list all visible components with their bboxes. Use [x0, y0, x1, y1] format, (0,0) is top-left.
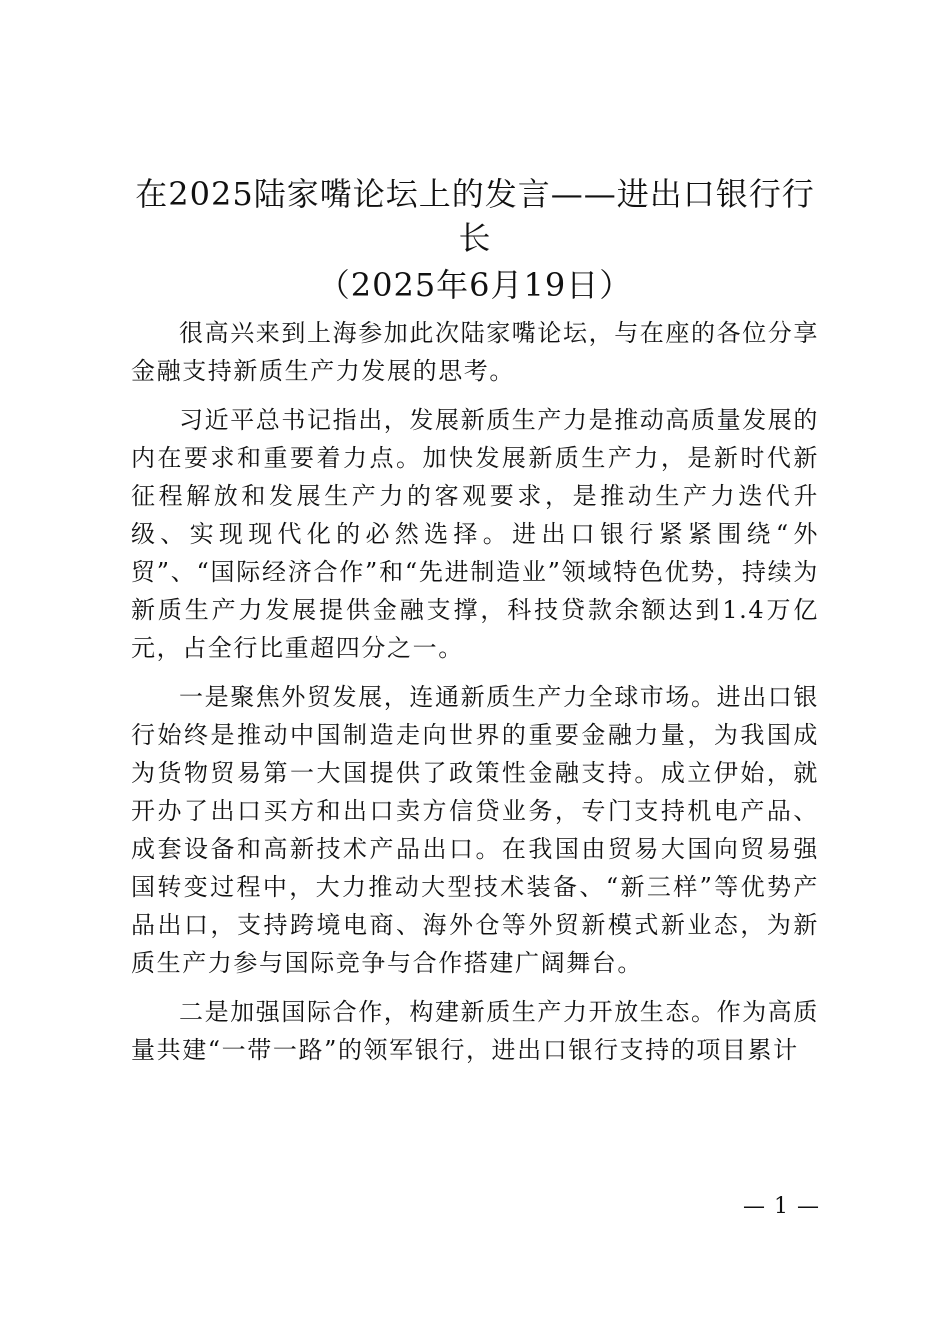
page-number: — 1 —	[743, 1194, 820, 1219]
document-date: （2025年6月19日）	[317, 266, 633, 304]
paragraph-overview: 习近平总书记指出，发展新质生产力是推动高质量发展的内在要求和重要着力点。加快发展新质生产力，是新时代新征程解放和发展生产力的客观要求，是推动生产力迭代升级、实现现代化的必然选择。进出口银行紧紧围绕“外贸”、“国际经济合作”和“先进制造业”领域特色优势，持续为新质生产力发展提供金融支撑，科技贷款余额达到1.4万亿元，占全行比重超四分之一。	[131, 406, 819, 662]
paragraph-point-two: 二是加强国际合作，构建新质生产力开放生态。作为高质量共建“一带一路”的领军银行，进出口银行支持的项目累计	[131, 998, 819, 1064]
paragraph-point-one: 一是聚焦外贸发展，连通新质生产力全球市场。进出口银行始终是推动中国制造走向世界的重要金融力量，为我国成为货物贸易第一大国提供了政策性金融支持。成立伊始，就开办了出口买方和出口卖方信贷业务，专门支持机电产品、成套设备和高新技术产品出口。在我国由贸易大国向贸易强国转变过程中，大力推动大型技术装备、“新三样”等优势产品出口，支持跨境电商、海外仓等外贸新模式新业态，为新质生产力参与国际竞争与合作搭建广阔舞台。	[131, 683, 819, 977]
document-body	[131, 314, 819, 1069]
paragraph-intro: 很高兴来到上海参加此次陆家嘴论坛，与在座的各位分享金融支持新质生产力发展的思考。	[131, 319, 819, 385]
document-title: 在2025陆家嘴论坛上的发言——进出口银行行长	[135, 175, 815, 257]
